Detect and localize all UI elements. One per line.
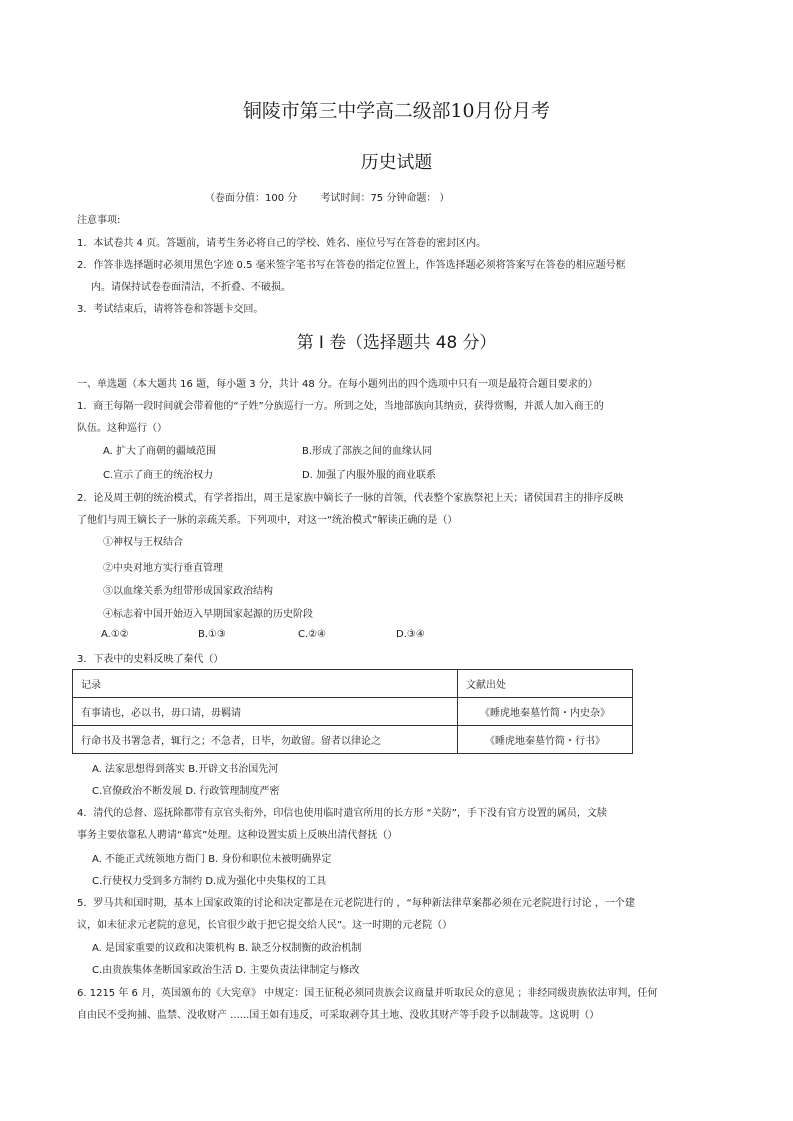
q2-item-3: ③以血缘关系为纽带形成国家政治结构	[103, 586, 273, 597]
table-header-row	[73, 670, 633, 698]
q4-stem-line1: 4．清代的总督、巡抚除都带有京官头衔外，印信也使用临时遣官所用的长方形 “关防”，手下没有官方设置的属员，文牍	[77, 808, 607, 819]
table-row	[73, 726, 633, 754]
table-cell: 有事请也，必以书，毋口请，毋羁请	[73, 698, 458, 726]
q4-stem-line2: 事务主要依靠私人聘请“幕宾”处理。这种设置实质上反映出清代督抚（）	[77, 830, 398, 841]
q4-options-line2: C.行使权力受到多方制约 D.成为强化中央集权的工具	[92, 876, 327, 887]
table-row	[73, 698, 633, 726]
subject-title: 历史试题	[360, 152, 433, 173]
q2-stem-line2: 了他们与周王嫡长子一脉的亲疏关系。下列项中，对这一“统治模式”解读正确的是（）	[77, 515, 458, 526]
q2-option-b: B.①③	[198, 629, 226, 640]
table-header-cell: 记录	[73, 670, 458, 698]
q3-stem: 3．下表中的史料反映了秦代（）	[77, 654, 224, 665]
q2-option-a: A.①②	[101, 629, 129, 640]
q1-option-a: A. 扩大了商朝的疆域范围	[103, 446, 217, 457]
q6-stem-line1: 6. 1215 年 6 月，英国颁布的《大宪章》 中规定：国王征税必须同贵族会议商量并听取民众的意见 ；非经同级贵族依法审判，任何	[77, 988, 658, 999]
q5-stem-line1: 5．罗马共和国时期，基本上国家政策的讨论和决定都是在元老院进行的 ，“每种新法律草案都必须在元老院进行讨论 ，一个建	[77, 898, 635, 909]
q1-option-d: D. 加强了内服外服的商业联系	[302, 470, 437, 481]
section-title: 第 I 卷（选择题共 48 分）	[296, 332, 497, 352]
q6-stem-line2: 自由民不受拘捕、监禁、没收财产 ......国王如有违反，可采取剥夺其土地、没收其财产等手段予以制裁等。这说明（）	[77, 1010, 600, 1021]
q5-stem-line2: 议，如未征求元老院的意见，长官很少敢于把它提交给人民”。这一时期的元老院（）	[77, 920, 453, 931]
note-1: 1．本试卷共 4 页。答题前，请考生务必将自己的学校、姓名、座位号写在答卷的密封区内。	[77, 238, 487, 249]
exam-title: 铜陵市第三中学高二级部10月份月考	[243, 100, 550, 122]
q2-item-2: ②中央对地方实行垂直管理	[103, 563, 223, 574]
table-cell: 行命书及书署急者，辄行之；不急者，日毕，勿敢留。留者以律论之	[73, 726, 458, 754]
table-header-cell: 文献出处	[458, 670, 633, 698]
note-3: 3．考试结束后，请将答卷和答题卡交回。	[77, 304, 264, 315]
q5-options-line2: C.由贵族集体垄断国家政治生活 D. 主要负责法律制定与修改	[92, 965, 360, 976]
q2-option-d: D.③④	[396, 629, 425, 640]
q3-table	[72, 669, 633, 754]
q2-stem-line1: 2．论及周王朝的统治模式，有学者指出，周王是家族中嫡长子一脉的首领，代表整个家族祭祀上天；诸侯国君主的排序反映	[77, 493, 624, 504]
q2-item-1: ①神权与王权结合	[103, 537, 183, 548]
q2-item-4: ④标志着中国开始迈入早期国家起源的历史阶段	[103, 609, 313, 620]
table-cell: 《睡虎地秦墓竹简・内史杂》	[458, 698, 633, 726]
note-2: 2．作答非选择题时必须用黑色字迹 0.5 毫米签字笔书写在答卷的指定位置上，作答选择题必须将答案写在答卷的相应题号框	[77, 260, 626, 271]
q4-options-line1: A. 不能正式统领地方衙门 B. 身份和职位未被明确界定	[92, 854, 332, 865]
q3-options-line2: C.官僚政治不断发展 D. 行政管理制度严密	[92, 786, 280, 797]
q1-option-c: C.宣示了商王的统治权力	[103, 470, 214, 481]
q3-options-line1: A. 法家思想得到落实 B.开辟文书治国先河	[92, 764, 279, 775]
q1-option-b: B.形成了部族之间的血缘认同	[302, 446, 433, 457]
exam-info: （卷面分值：100 分 考试时间：75 分钟命题： ）	[205, 193, 450, 204]
note-2-cont: 内。请保持试卷卷面清洁，不折叠、不破损。	[91, 282, 291, 293]
q5-options-line1: A. 是国家重要的议政和决策机构 B. 缺乏分权制衡的政治机制	[92, 943, 362, 954]
table-cell: 《睡虎地秦墓竹简・行书》	[458, 726, 633, 754]
q1-stem-line2: 队伍。这种巡行（）	[77, 423, 167, 434]
q1-stem-line1: 1．商王每隔一段时间就会带着他的“子姓”分族巡行一方。所到之处，当地部族向其纳贡，获得赏赐，并派人加入商王的	[77, 401, 604, 412]
notes-label: 注意事项:	[77, 215, 121, 226]
q2-option-c: C.②④	[298, 629, 327, 640]
section-instruction: 一、单选题（本大题共 16 题，每小题 3 分，共计 48 分。在每小题列出的四个选项中只有一项是最符合题目要求的）	[77, 379, 598, 390]
